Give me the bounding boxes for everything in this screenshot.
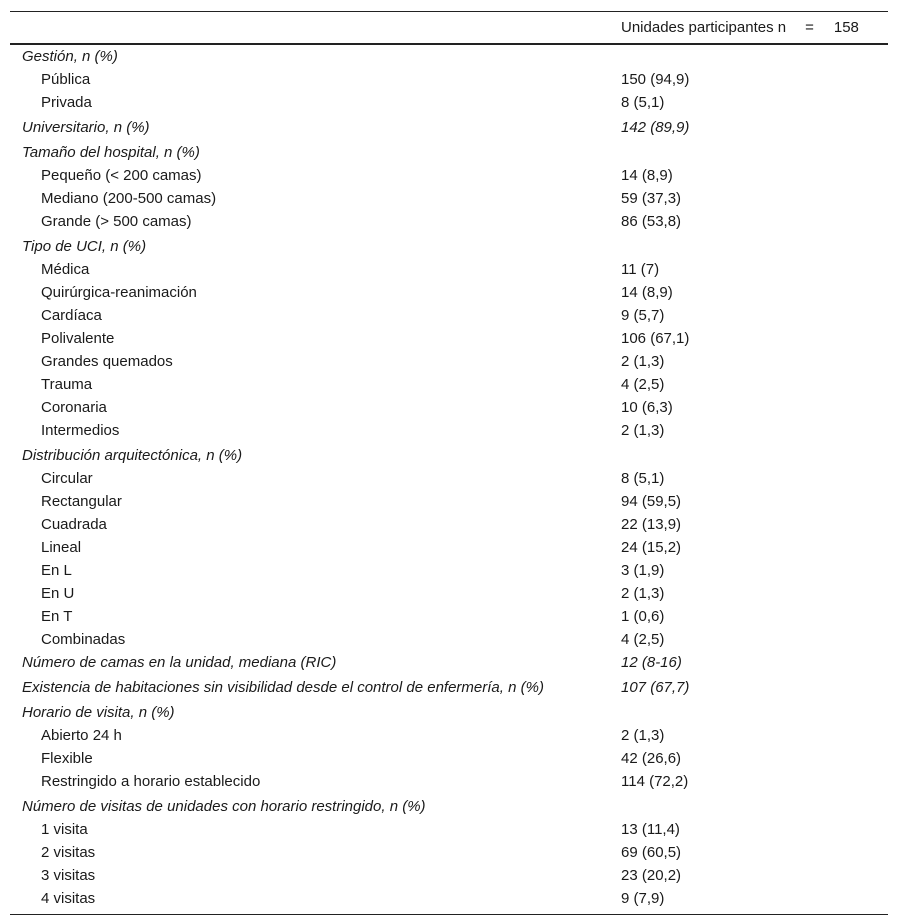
row-label: Médica xyxy=(41,261,90,278)
table-row xyxy=(10,536,888,559)
table-row xyxy=(10,68,888,91)
table-row xyxy=(10,164,888,187)
row-label: Horario de visita, n (%) xyxy=(22,704,175,721)
row-label: Cuadrada xyxy=(41,516,107,533)
row-label: Tipo de UCI, n (%) xyxy=(22,238,147,255)
row-label: Combinadas xyxy=(41,631,126,648)
row-label: Existencia de habitaciones sin visibilidad desde el control de enfermería, n (%) xyxy=(22,679,544,696)
header-equals: = xyxy=(805,19,814,36)
header-n-value: 158 xyxy=(833,19,859,36)
row-label: Número de visitas de unidades con horario restringido, n (%) xyxy=(22,798,426,815)
row-value: 22 (13,9) xyxy=(621,516,682,533)
row-label: Intermedios xyxy=(41,422,120,439)
table-row xyxy=(10,628,888,651)
table-row xyxy=(10,770,888,793)
row-value: 2 (1,3) xyxy=(621,422,665,439)
table-row xyxy=(10,187,888,210)
row-value: 3 (1,9) xyxy=(621,562,665,579)
row-value: 11 (7) xyxy=(621,261,660,278)
row-label: Quirúrgica-reanimación xyxy=(41,284,197,301)
row-label: Privada xyxy=(41,94,92,111)
row-label: Pública xyxy=(41,71,91,88)
table-row xyxy=(10,747,888,770)
table-row xyxy=(10,91,888,114)
row-label: En L xyxy=(41,562,72,579)
table-row xyxy=(10,864,888,887)
table-bottom-rule xyxy=(10,914,888,915)
table-row xyxy=(10,724,888,747)
row-value: 14 (8,9) xyxy=(621,284,673,301)
table-row xyxy=(10,513,888,536)
table-row xyxy=(10,396,888,419)
row-value: 69 (60,5) xyxy=(621,844,682,861)
table-row xyxy=(10,210,888,233)
table-row xyxy=(10,419,888,442)
row-value: 86 (53,8) xyxy=(621,213,682,230)
row-label: Lineal xyxy=(41,539,82,556)
row-value: 142 (89,9) xyxy=(621,119,690,136)
data-table xyxy=(10,11,888,915)
row-value: 12 (8-16) xyxy=(621,654,682,671)
row-label: 1 visita xyxy=(41,821,88,838)
row-value: 1 (0,6) xyxy=(621,608,665,625)
row-label: Grande (> 500 camas) xyxy=(41,213,192,230)
row-label: Distribución arquitectónica, n (%) xyxy=(22,447,243,464)
row-value: 4 (2,5) xyxy=(621,631,665,648)
row-value: 13 (11,4) xyxy=(621,821,680,838)
table-row xyxy=(10,605,888,628)
table-row xyxy=(10,304,888,327)
row-label: 2 visitas xyxy=(41,844,96,861)
row-value: 42 (26,6) xyxy=(621,750,682,767)
table-row xyxy=(10,490,888,513)
row-value: 59 (37,3) xyxy=(621,190,682,207)
row-value: 114 (72,2) xyxy=(621,773,689,790)
row-label: Trauma xyxy=(41,376,93,393)
table-section-row xyxy=(10,139,888,164)
table-row xyxy=(10,887,888,910)
row-label: Rectangular xyxy=(41,493,122,510)
table-row xyxy=(10,373,888,396)
row-value: 2 (1,3) xyxy=(621,585,665,602)
table-row xyxy=(10,582,888,605)
row-label: Cardíaca xyxy=(41,307,102,324)
row-label: Pequeño (< 200 camas) xyxy=(41,167,202,184)
row-value: 23 (20,2) xyxy=(621,867,682,884)
row-value: 9 (5,7) xyxy=(621,307,665,324)
row-value: 24 (15,2) xyxy=(621,539,682,556)
header-cell xyxy=(621,19,859,36)
row-label: Tamaño del hospital, n (%) xyxy=(22,144,200,161)
table-section-row xyxy=(10,674,888,699)
row-value: 2 (1,3) xyxy=(621,353,665,370)
row-label: Polivalente xyxy=(41,330,115,347)
table-row xyxy=(10,467,888,490)
table-row xyxy=(10,258,888,281)
row-value: 150 (94,9) xyxy=(621,71,690,88)
row-value: 107 (67,7) xyxy=(621,679,690,696)
header-column-label: Unidades participantes n xyxy=(621,19,787,36)
row-value: 8 (5,1) xyxy=(621,94,665,111)
row-value: 9 (7,9) xyxy=(621,890,665,907)
table-body xyxy=(10,45,888,910)
row-label: Grandes quemados xyxy=(41,353,173,370)
table-row xyxy=(10,818,888,841)
table-section-row xyxy=(10,442,888,467)
table-row xyxy=(10,841,888,864)
row-label: Restringido a horario establecido xyxy=(41,773,261,790)
row-value: 8 (5,1) xyxy=(621,470,665,487)
table-section-row xyxy=(10,114,888,139)
table-section-row xyxy=(10,45,888,68)
table-row xyxy=(10,327,888,350)
table-section-row xyxy=(10,233,888,258)
row-label: Gestión, n (%) xyxy=(22,48,118,65)
row-label: Universitario, n (%) xyxy=(22,119,150,136)
row-value: 14 (8,9) xyxy=(621,167,673,184)
row-value: 10 (6,3) xyxy=(621,399,673,416)
row-value: 106 (67,1) xyxy=(621,330,690,347)
row-label: Número de camas en la unidad, mediana (RIC) xyxy=(22,654,337,671)
row-label: En T xyxy=(41,608,73,625)
table-row xyxy=(10,559,888,582)
row-value: 2 (1,3) xyxy=(621,727,665,744)
row-label: Mediano (200-500 camas) xyxy=(41,190,217,207)
row-label: 3 visitas xyxy=(41,867,96,884)
row-value: 94 (59,5) xyxy=(621,493,682,510)
table-row xyxy=(10,281,888,304)
row-label: En U xyxy=(41,585,75,602)
row-label: Flexible xyxy=(41,750,93,767)
table-row xyxy=(10,350,888,373)
row-label: Abierto 24 h xyxy=(41,727,122,744)
row-label: Coronaria xyxy=(41,399,107,416)
table-section-row xyxy=(10,651,888,674)
row-label: 4 visitas xyxy=(41,890,96,907)
row-label: Circular xyxy=(41,470,93,487)
table-section-row xyxy=(10,793,888,818)
row-value: 4 (2,5) xyxy=(621,376,665,393)
table-header xyxy=(10,12,888,45)
table-section-row xyxy=(10,699,888,724)
